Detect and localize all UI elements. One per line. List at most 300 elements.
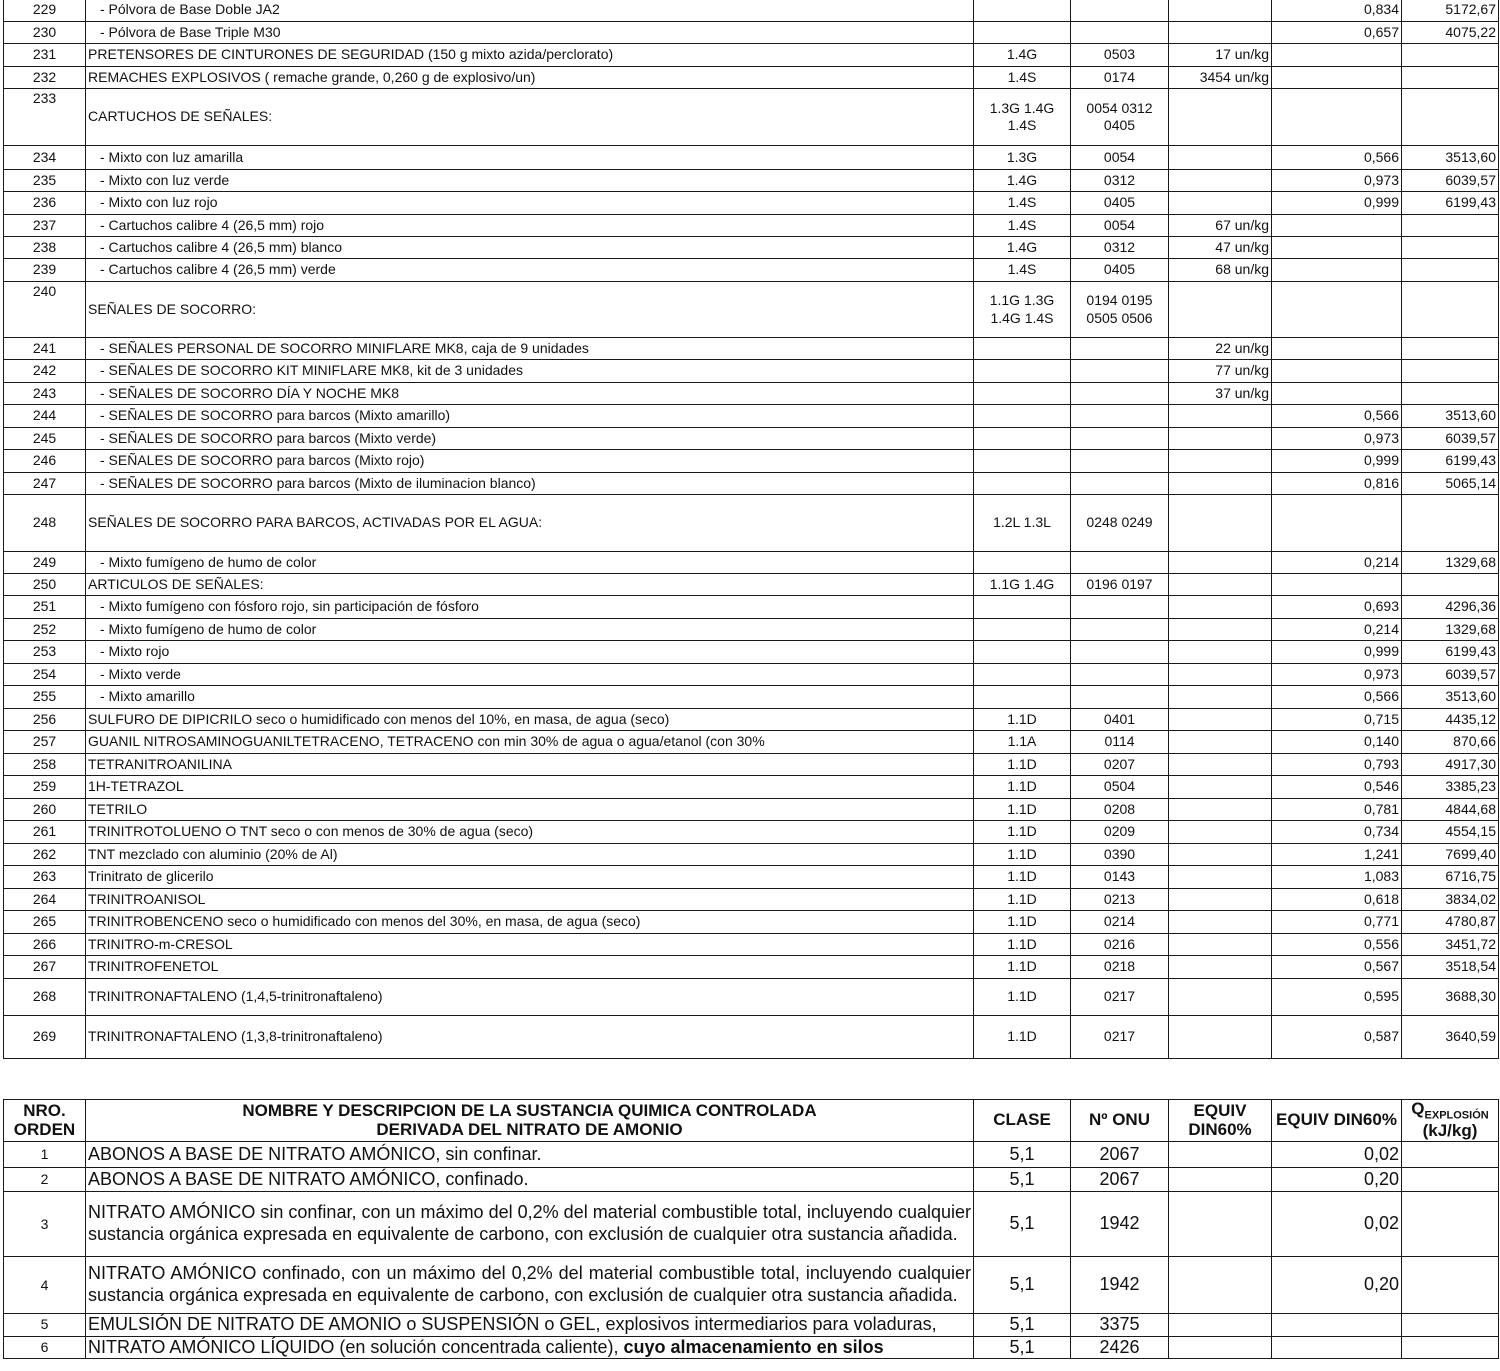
row-description: - SEÑALES PERSONAL DE SOCORRO MINIFLARE MK8, caja de 9 unidades	[86, 338, 974, 360]
row-units-per-kg	[1169, 596, 1272, 619]
row-equiv-1	[1169, 1257, 1272, 1314]
row-description: - SEÑALES DE SOCORRO para barcos (Mixto amarillo)	[86, 405, 974, 428]
row-number: 266	[4, 934, 86, 956]
row-clase	[974, 383, 1071, 405]
table-row	[4, 934, 1499, 956]
row-description: - SEÑALES DE SOCORRO para barcos (Mixto de iluminacion blanco)	[86, 473, 974, 495]
table-row	[4, 1314, 1499, 1337]
table-row	[4, 574, 1499, 596]
table-row	[4, 664, 1499, 686]
table-row	[4, 1168, 1499, 1192]
row-onu: 1942	[1071, 1257, 1169, 1314]
row-number: 269	[4, 1016, 86, 1059]
row-clase: 5,1	[974, 1142, 1071, 1168]
row-equiv	[1272, 495, 1402, 552]
row-description: - Cartuchos calibre 4 (26,5 mm) rojo	[86, 215, 974, 237]
table-row	[4, 1016, 1499, 1059]
row-equiv: 0,214	[1272, 619, 1402, 641]
table-row	[4, 1192, 1499, 1257]
row-onu: 2426	[1071, 1336, 1169, 1359]
row-description	[86, 1257, 974, 1314]
row-number: 257	[4, 731, 86, 754]
table-row	[4, 282, 1499, 338]
row-clase	[974, 473, 1071, 495]
row-equiv-2: 0,20	[1272, 1168, 1402, 1192]
row-onu: 2067	[1071, 1142, 1169, 1168]
header-onu: Nº ONU	[1071, 1100, 1169, 1142]
row-q-explosion	[1402, 1314, 1499, 1337]
row-description: TRINITRO-m-CRESOL	[86, 934, 974, 956]
row-equiv: 0,816	[1272, 473, 1402, 495]
row-description: TRINITRONAFTALENO (1,3,8-trinitronaftaleno)	[86, 1016, 974, 1059]
table-row	[4, 383, 1499, 405]
row-equiv: 0,566	[1272, 146, 1402, 170]
row-description-text: ABONOS A BASE DE NITRATO AMÓNICO, sin confinar.	[88, 1143, 542, 1164]
row-clase	[974, 22, 1071, 44]
row-units-per-kg	[1169, 405, 1272, 428]
row-number: 1	[4, 1142, 86, 1168]
row-equiv-2: 0,02	[1272, 1142, 1402, 1168]
row-q-explosion: 4435,12	[1402, 709, 1499, 731]
row-equiv: 0,715	[1272, 709, 1402, 731]
row-units-per-kg	[1169, 754, 1272, 776]
row-onu: 0213	[1071, 889, 1169, 911]
row-number: 243	[4, 383, 86, 405]
row-number: 236	[4, 192, 86, 215]
row-q-explosion: 5172,67	[1402, 0, 1499, 22]
row-clase	[974, 641, 1071, 664]
row-q-explosion: 3518,54	[1402, 956, 1499, 979]
row-number: 248	[4, 495, 86, 552]
row-equiv: 1,083	[1272, 866, 1402, 889]
header-equiv-2: EQUIV DIN60%	[1272, 1100, 1402, 1142]
row-onu	[1071, 619, 1169, 641]
row-number: 233	[4, 89, 86, 146]
row-equiv: 0,781	[1272, 799, 1402, 821]
row-description: - Cartuchos calibre 4 (26,5 mm) blanco	[86, 237, 974, 259]
row-units-per-kg	[1169, 979, 1272, 1016]
header-equiv-1: EQUIV DIN60%	[1169, 1100, 1272, 1142]
table-row	[4, 776, 1499, 799]
row-number: 235	[4, 170, 86, 192]
row-units-per-kg	[1169, 192, 1272, 215]
row-units-per-kg	[1169, 146, 1272, 170]
row-description: - Cartuchos calibre 4 (26,5 mm) verde	[86, 259, 974, 282]
table-row	[4, 215, 1499, 237]
row-q-explosion: 6039,57	[1402, 664, 1499, 686]
row-units-per-kg	[1169, 799, 1272, 821]
table-row	[4, 1257, 1499, 1314]
row-q-explosion: 3834,02	[1402, 889, 1499, 911]
table-row	[4, 844, 1499, 866]
row-clase: 1.1D	[974, 799, 1071, 821]
row-clase: 5,1	[974, 1314, 1071, 1337]
row-onu: 0390	[1071, 844, 1169, 866]
row-q-explosion: 1329,68	[1402, 552, 1499, 574]
row-clase: 1.1D	[974, 866, 1071, 889]
row-clase	[974, 552, 1071, 574]
row-q-explosion: 3451,72	[1402, 934, 1499, 956]
row-onu: 0207	[1071, 754, 1169, 776]
row-q-explosion	[1402, 338, 1499, 360]
row-description: REMACHES EXPLOSIVOS ( remache grande, 0,260 g de explosivo/un)	[86, 67, 974, 89]
row-description: GUANIL NITROSAMINOGUANILTETRACENO, TETRACENO con min 30% de agua o agua/etanol (con 30%	[86, 731, 974, 754]
row-onu-line1: 0054 0312	[1086, 99, 1153, 116]
row-equiv: 0,140	[1272, 731, 1402, 754]
table-row	[4, 0, 1499, 22]
row-number: 252	[4, 619, 86, 641]
row-equiv	[1272, 215, 1402, 237]
row-number: 261	[4, 821, 86, 844]
row-description-text: ABONOS A BASE DE NITRATO AMÓNICO, confinado.	[88, 1168, 529, 1189]
upper-substances-table	[3, 0, 1499, 1059]
row-description: - Mixto fumígeno de humo de color	[86, 619, 974, 641]
row-description	[86, 1314, 974, 1337]
row-equiv	[1272, 89, 1402, 146]
row-units-per-kg	[1169, 1016, 1272, 1059]
row-clase-line1: 1.3G 1.4G	[989, 99, 1055, 116]
row-equiv: 0,973	[1272, 428, 1402, 450]
row-description: - Mixto rojo	[86, 641, 974, 664]
row-clase: 1.3G	[974, 146, 1071, 170]
table-row	[4, 360, 1499, 383]
row-description: TRINITROFENETOL	[86, 956, 974, 979]
header-nombre	[86, 1100, 974, 1142]
row-clase: 5,1	[974, 1257, 1071, 1314]
table-row	[4, 552, 1499, 574]
row-description: - Mixto amarillo	[86, 686, 974, 709]
row-onu: 0054	[1071, 146, 1169, 170]
row-number: 253	[4, 641, 86, 664]
row-clase: 1.1D	[974, 776, 1071, 799]
row-units-per-kg	[1169, 776, 1272, 799]
row-clase: 1.2L 1.3L	[974, 495, 1071, 552]
row-onu: 3375	[1071, 1314, 1169, 1337]
row-q-explosion: 870,66	[1402, 731, 1499, 754]
row-q-explosion: 3513,60	[1402, 405, 1499, 428]
row-units-per-kg	[1169, 731, 1272, 754]
table-row	[4, 619, 1499, 641]
row-clase: 1.4S	[974, 192, 1071, 215]
row-onu	[1071, 428, 1169, 450]
table-row	[4, 911, 1499, 934]
row-number: 254	[4, 664, 86, 686]
row-equiv	[1272, 67, 1402, 89]
row-description: CARTUCHOS DE SEÑALES:	[86, 89, 974, 146]
row-number: 246	[4, 450, 86, 473]
ammonium-nitrate-table	[3, 1099, 1499, 1359]
row-q-explosion	[1402, 89, 1499, 146]
row-equiv: 0,999	[1272, 641, 1402, 664]
row-number: 255	[4, 686, 86, 709]
row-description: 1H-TETRAZOL	[86, 776, 974, 799]
row-onu	[1071, 450, 1169, 473]
row-onu: 0216	[1071, 934, 1169, 956]
row-units-per-kg	[1169, 889, 1272, 911]
row-units-per-kg	[1169, 619, 1272, 641]
row-description: SULFURO DE DIPICRILO seco o humidificado con menos del 10%, en masa, de agua (seco)	[86, 709, 974, 731]
row-q-explosion: 6199,43	[1402, 450, 1499, 473]
row-q-explosion: 3385,23	[1402, 776, 1499, 799]
row-onu	[1071, 552, 1169, 574]
row-number: 237	[4, 215, 86, 237]
table-row	[4, 495, 1499, 552]
row-equiv: 0,587	[1272, 1016, 1402, 1059]
row-units-per-kg	[1169, 170, 1272, 192]
row-description: - SEÑALES DE SOCORRO KIT MINIFLARE MK8, kit de 3 unidades	[86, 360, 974, 383]
header-q-explosion	[1402, 1100, 1499, 1142]
row-onu	[1071, 0, 1169, 22]
row-units-per-kg	[1169, 428, 1272, 450]
row-onu-line1: 0194 0195	[1086, 292, 1153, 308]
row-clase: 5,1	[974, 1192, 1071, 1257]
row-equiv: 0,834	[1272, 0, 1402, 22]
row-q-explosion: 3513,60	[1402, 146, 1499, 170]
row-units-per-kg	[1169, 0, 1272, 22]
row-q-explosion	[1402, 44, 1499, 67]
row-clase	[974, 450, 1071, 473]
row-units-per-kg	[1169, 664, 1272, 686]
row-description-text: NITRATO AMÓNICO LÍQUIDO (en solución concentrada caliente),	[88, 1336, 624, 1357]
row-units-per-kg	[1169, 821, 1272, 844]
row-onu: 2067	[1071, 1168, 1169, 1192]
row-clase: 5,1	[974, 1168, 1071, 1192]
row-units-per-kg	[1169, 709, 1272, 731]
row-q-explosion: 4917,30	[1402, 754, 1499, 776]
row-equiv: 0,214	[1272, 552, 1402, 574]
row-q-explosion: 4780,87	[1402, 911, 1499, 934]
row-units-per-kg	[1169, 552, 1272, 574]
row-equiv: 0,595	[1272, 979, 1402, 1016]
row-clase	[974, 338, 1071, 360]
row-units-per-kg	[1169, 686, 1272, 709]
row-description	[86, 1336, 974, 1359]
row-number: 231	[4, 44, 86, 67]
row-units-per-kg: 68 un/kg	[1169, 259, 1272, 282]
row-description-bold: cuyo almacenamiento en silos	[623, 1336, 884, 1357]
row-equiv: 0,567	[1272, 956, 1402, 979]
row-description	[86, 1142, 974, 1168]
row-equiv: 0,618	[1272, 889, 1402, 911]
row-clase: 1.1D	[974, 754, 1071, 776]
row-q-explosion	[1402, 1168, 1499, 1192]
row-number: 2	[4, 1168, 86, 1192]
row-onu-line2: 0405	[1103, 117, 1136, 133]
row-q-explosion: 5065,14	[1402, 473, 1499, 495]
row-description: - Mixto con luz amarilla	[86, 146, 974, 170]
row-q-explosion	[1402, 1192, 1499, 1257]
row-units-per-kg	[1169, 22, 1272, 44]
row-onu: 0174	[1071, 67, 1169, 89]
row-description: ARTICULOS DE SEÑALES:	[86, 574, 974, 596]
row-equiv	[1272, 338, 1402, 360]
table-row	[4, 799, 1499, 821]
row-units-per-kg: 3454 un/kg	[1169, 67, 1272, 89]
row-units-per-kg	[1169, 473, 1272, 495]
row-onu	[1071, 686, 1169, 709]
row-description: Trinitrato de glicerilo	[86, 866, 974, 889]
row-q-explosion: 4075,22	[1402, 22, 1499, 44]
row-number: 259	[4, 776, 86, 799]
upper-table-body	[4, 0, 1499, 1059]
row-description: - Mixto con luz rojo	[86, 192, 974, 215]
row-onu: 0248 0249	[1071, 495, 1169, 552]
row-number: 260	[4, 799, 86, 821]
row-q-explosion: 6199,43	[1402, 192, 1499, 215]
row-q-explosion	[1402, 215, 1499, 237]
row-units-per-kg	[1169, 866, 1272, 889]
row-clase-line1: 1.1G 1.3G	[989, 292, 1055, 308]
row-number: 262	[4, 844, 86, 866]
row-onu-line2: 0505 0506	[1086, 309, 1153, 326]
table-row	[4, 192, 1499, 215]
row-q-explosion	[1402, 259, 1499, 282]
row-number: 240	[4, 282, 86, 338]
row-description: - Mixto fumígeno con fósforo rojo, sin participación de fósforo	[86, 596, 974, 619]
row-equiv-1	[1169, 1142, 1272, 1168]
row-equiv-1	[1169, 1192, 1272, 1257]
row-equiv	[1272, 574, 1402, 596]
row-onu	[1071, 664, 1169, 686]
row-number: 251	[4, 596, 86, 619]
row-onu: 0401	[1071, 709, 1169, 731]
row-onu: 0218	[1071, 956, 1169, 979]
row-q-explosion: 4296,36	[1402, 596, 1499, 619]
row-q-explosion: 3513,60	[1402, 686, 1499, 709]
row-description: TNT mezclado con aluminio (20% de Al)	[86, 844, 974, 866]
row-number: 239	[4, 259, 86, 282]
row-number: 244	[4, 405, 86, 428]
row-units-per-kg	[1169, 844, 1272, 866]
row-onu: 0405	[1071, 192, 1169, 215]
row-equiv-1	[1169, 1168, 1272, 1192]
row-number: 5	[4, 1314, 86, 1337]
table-row	[4, 428, 1499, 450]
row-equiv-1	[1169, 1336, 1272, 1359]
row-description: TRINITROBENCENO seco o humidificado con menos del 30%, en masa, de agua (seco)	[86, 911, 974, 934]
row-number: 267	[4, 956, 86, 979]
row-number: 263	[4, 866, 86, 889]
row-equiv	[1272, 237, 1402, 259]
row-units-per-kg: 22 un/kg	[1169, 338, 1272, 360]
lower-table-body	[4, 1142, 1499, 1359]
row-q-explosion: 6199,43	[1402, 641, 1499, 664]
row-onu	[1071, 89, 1169, 146]
row-equiv: 0,546	[1272, 776, 1402, 799]
row-number: 250	[4, 574, 86, 596]
row-onu: 0208	[1071, 799, 1169, 821]
row-equiv-2	[1272, 1314, 1402, 1337]
row-onu	[1071, 405, 1169, 428]
row-q-explosion: 4844,68	[1402, 799, 1499, 821]
row-q-explosion	[1402, 67, 1499, 89]
table-row	[4, 1142, 1499, 1168]
row-onu	[1071, 360, 1169, 383]
row-description: - Mixto fumígeno de humo de color	[86, 552, 974, 574]
row-onu	[1071, 338, 1169, 360]
row-q-explosion	[1402, 1142, 1499, 1168]
row-description: - SEÑALES DE SOCORRO DÍA Y NOCHE MK8	[86, 383, 974, 405]
row-equiv: 0,693	[1272, 596, 1402, 619]
lower-header-row	[4, 1100, 1499, 1142]
row-number: 230	[4, 22, 86, 44]
row-equiv-2: 0,02	[1272, 1192, 1402, 1257]
row-description: - Pólvora de Base Triple M30	[86, 22, 974, 44]
row-equiv	[1272, 383, 1402, 405]
row-q-explosion	[1402, 574, 1499, 596]
row-onu	[1071, 641, 1169, 664]
row-onu: 0217	[1071, 1016, 1169, 1059]
row-clase: 1.1D	[974, 844, 1071, 866]
row-onu: 0217	[1071, 979, 1169, 1016]
row-number: 268	[4, 979, 86, 1016]
row-description: TETRILO	[86, 799, 974, 821]
row-clase	[974, 428, 1071, 450]
table-row	[4, 709, 1499, 731]
row-number: 264	[4, 889, 86, 911]
row-clase	[974, 282, 1071, 338]
row-onu	[1071, 596, 1169, 619]
row-clase	[974, 686, 1071, 709]
row-onu: 0209	[1071, 821, 1169, 844]
row-number: 4	[4, 1257, 86, 1314]
table-row	[4, 979, 1499, 1016]
row-units-per-kg	[1169, 495, 1272, 552]
row-clase	[974, 405, 1071, 428]
row-clase: 1.1D	[974, 956, 1071, 979]
row-description: SEÑALES DE SOCORRO:	[86, 282, 974, 338]
row-number: 6	[4, 1336, 86, 1359]
row-clase: 1.1D	[974, 934, 1071, 956]
row-number: 241	[4, 338, 86, 360]
row-units-per-kg: 17 un/kg	[1169, 44, 1272, 67]
row-units-per-kg	[1169, 89, 1272, 146]
row-equiv: 0,657	[1272, 22, 1402, 44]
row-description: - Pólvora de Base Doble JA2	[86, 0, 974, 22]
row-description: TETRANITROANILINA	[86, 754, 974, 776]
row-clase	[974, 89, 1071, 146]
row-clase: 1.1G 1.4G	[974, 574, 1071, 596]
row-q-explosion	[1402, 360, 1499, 383]
row-equiv: 0,566	[1272, 405, 1402, 428]
row-clase: 1.4G	[974, 170, 1071, 192]
row-equiv	[1272, 259, 1402, 282]
table-row	[4, 259, 1499, 282]
row-onu: 0504	[1071, 776, 1169, 799]
row-number: 247	[4, 473, 86, 495]
row-equiv	[1272, 360, 1402, 383]
row-clase: 1.1D	[974, 1016, 1071, 1059]
row-number: 232	[4, 67, 86, 89]
row-units-per-kg	[1169, 450, 1272, 473]
row-onu: 0312	[1071, 170, 1169, 192]
row-clase	[974, 0, 1071, 22]
row-units-per-kg: 67 un/kg	[1169, 215, 1272, 237]
row-onu	[1071, 473, 1169, 495]
row-description: TRINITRONAFTALENO (1,4,5-trinitronaftaleno)	[86, 979, 974, 1016]
row-clase: 1.4S	[974, 259, 1071, 282]
row-q-explosion: 3640,59	[1402, 1016, 1499, 1059]
row-clase	[974, 360, 1071, 383]
row-clase: 1.4S	[974, 215, 1071, 237]
row-onu: 0054	[1071, 215, 1169, 237]
row-clase	[974, 596, 1071, 619]
table-row	[4, 44, 1499, 67]
row-q-explosion: 6039,57	[1402, 428, 1499, 450]
row-description: - SEÑALES DE SOCORRO para barcos (Mixto verde)	[86, 428, 974, 450]
table-row	[4, 450, 1499, 473]
row-clase: 1.4G	[974, 44, 1071, 67]
